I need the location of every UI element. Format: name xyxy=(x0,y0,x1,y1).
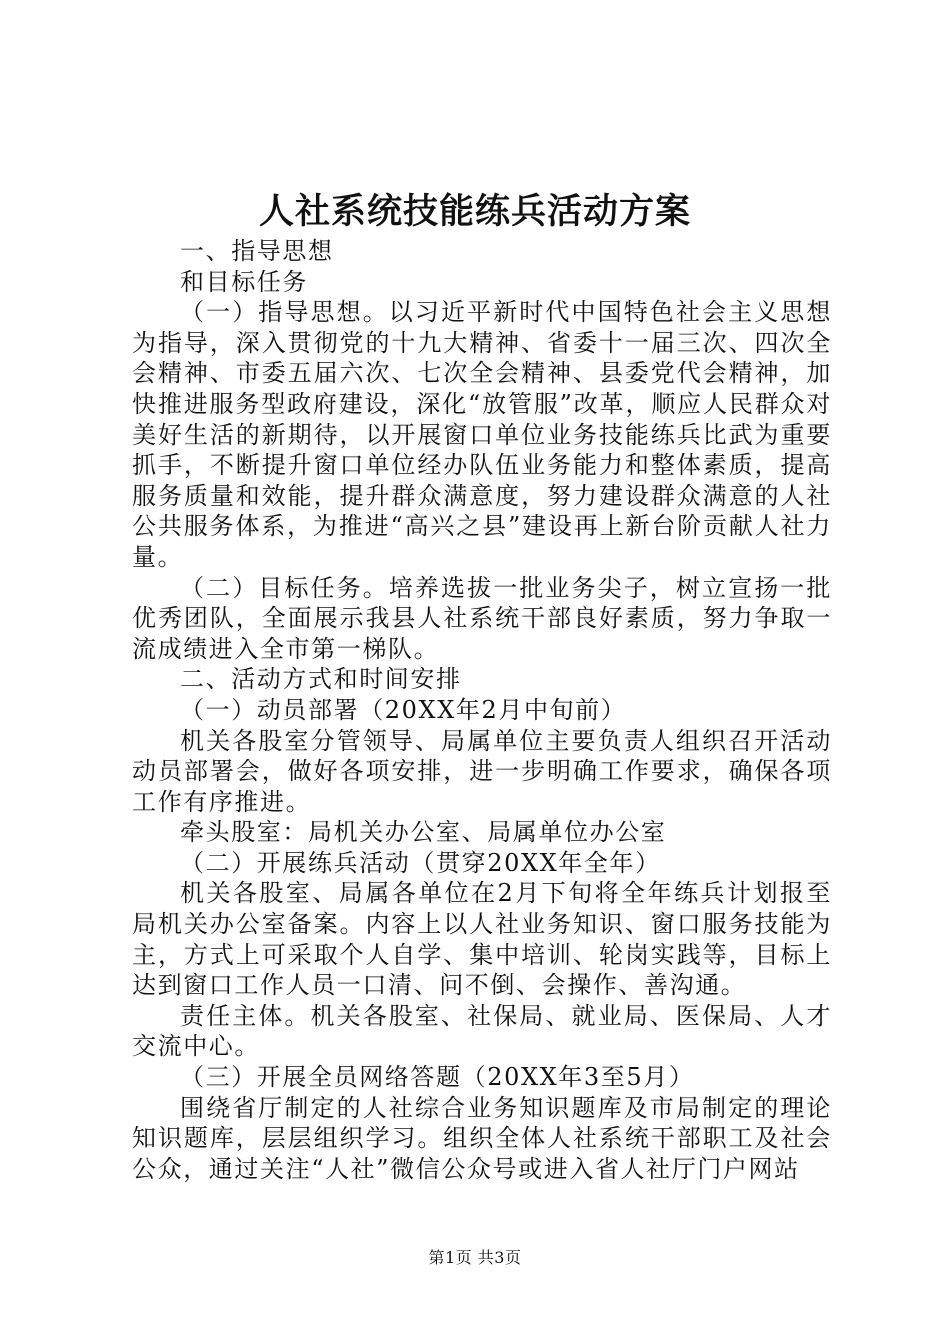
paragraph: 责任主体。机关各股室、社保局、就业局、医保局、人才交流中心。 xyxy=(132,1001,832,1061)
paragraph: （二）目标任务。培养选拔一批业务尖子，树立宣扬一批优秀团队，全面展示我县人社系统干部良好素质，努力争取一流成绩进入全市第一梯队。 xyxy=(132,573,832,663)
subsection-heading: （二）开展练兵活动（贯穿20XX年全年） xyxy=(180,848,661,877)
paragraph: （一）指导思想。以习近平新时代中国特色社会主义思想为指导，深入贯彻党的十九大精神、省委十一届三次、四次全会精神、市委五届六次、七次全会精神、县委党代会精神，加快推进服务型政府建设，深化“放管服”改革，顺应人民群众对美好生活的新期待，以开展窗口单位业务技能练兵比武为重要抓手，不断提升窗口单位经办队伍业务能力和整体素质，提高服务质量和效能，提升群众满意度，努力建设群众满意的人社公共服务体系，为推进“高兴之县”建设再上新台阶贡献人社力量。 xyxy=(132,298,832,571)
section-heading: 一、指导思想 xyxy=(180,237,334,265)
document-body xyxy=(132,236,832,1184)
paragraph: 围绕省厅制定的人社综合业务知识题库及市局制定的理论知识题库，层层组织学习。组织全体人社系统干部职工及社会公众，通过关注“人社”微信公众号或进入省人社厅门户网站 xyxy=(132,1093,832,1183)
subsection-heading: （一）动员部署（20XX年2月中旬前） xyxy=(180,695,627,724)
page-indicator: 第1页 共3页 xyxy=(428,1248,522,1267)
paragraph: 牵头股室：局机关办公室、局属单位办公室 xyxy=(180,818,667,847)
paragraph: 机关各股室分管领导、局属单位主要负责人组织召开活动动员部署会，做好各项安排，进一步明确工作要求，确保各项工作有序推进。 xyxy=(132,726,832,816)
document-title: 人社系统技能练兵活动方案 xyxy=(258,191,691,232)
section-heading-continued: 和目标任务 xyxy=(180,267,308,296)
paragraph: 机关各股室、局属各单位在2月下旬将全年练兵计划报至局机关办公室备案。内容上以人社业务知识、窗口服务技能为主，方式上可采取个人自学、集中培训、轮岗实践等，目标上达到窗口工作人员一口清、问不倒、会操作、善沟通。 xyxy=(132,879,832,1000)
subsection-heading: （三）开展全员网络答题（20XX年3至5月） xyxy=(180,1063,695,1092)
section-heading: 二、活动方式和时间安排 xyxy=(180,665,462,694)
